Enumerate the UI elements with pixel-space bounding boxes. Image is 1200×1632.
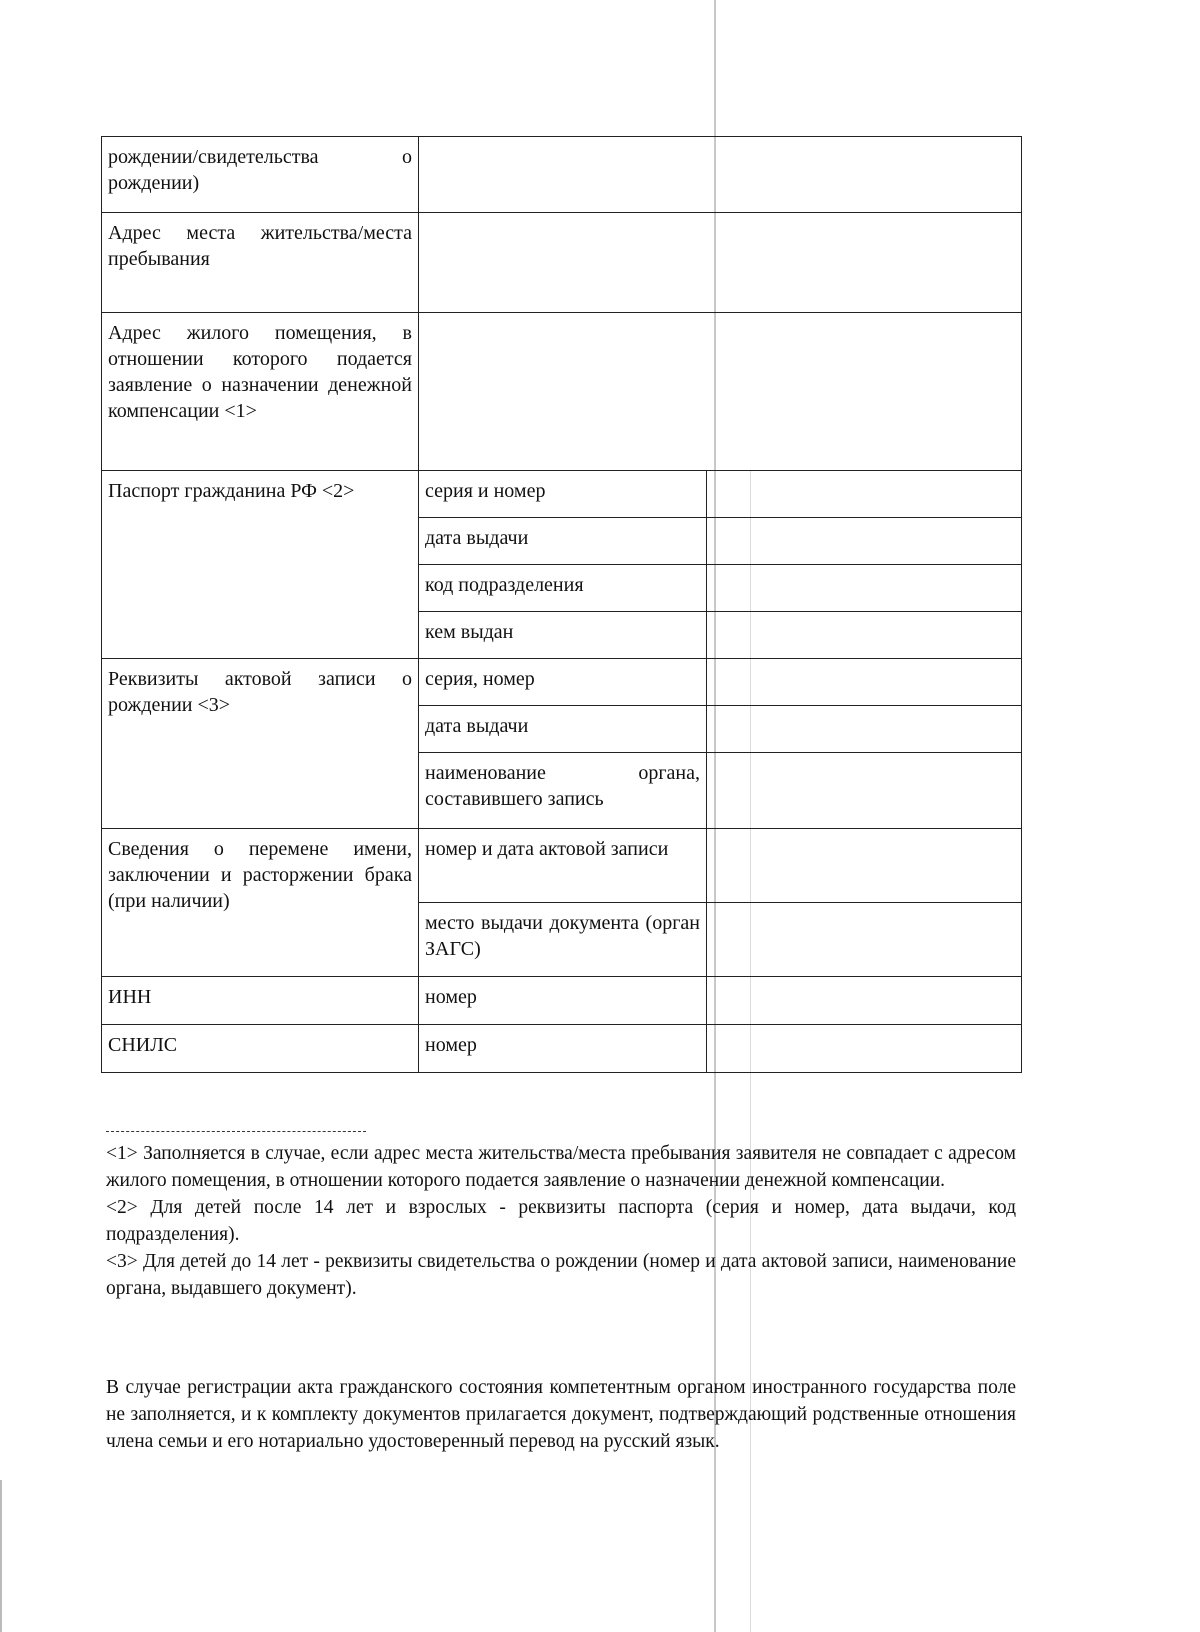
- table-row: [102, 1025, 1022, 1073]
- field-label: номер и дата актовой записи: [419, 829, 707, 903]
- value-field[interactable]: [419, 137, 1022, 213]
- value-field[interactable]: [707, 518, 1022, 565]
- value-field[interactable]: [707, 471, 1022, 518]
- field-label: серия, номер: [419, 659, 707, 706]
- row-label: Паспорт гражданина РФ <2>: [102, 471, 419, 659]
- value-field[interactable]: [707, 706, 1022, 753]
- row-label: рождении/свидетельства о рождении): [102, 137, 419, 213]
- applicant-data-table: [101, 136, 1022, 1073]
- value-field[interactable]: [707, 1025, 1022, 1073]
- footnote-3: <3> Для детей до 14 лет - реквизиты свидетельства о рождении (номер и дата актовой записи, наименование органа, выдавшего документ).: [106, 1251, 1016, 1299]
- table-row: [102, 471, 1022, 518]
- field-label: серия и номер: [419, 471, 707, 518]
- table-row: [102, 137, 1022, 213]
- value-field[interactable]: [707, 565, 1022, 612]
- field-label: место выдачи документа (орган ЗАГС): [419, 903, 707, 977]
- table-row: [102, 313, 1022, 471]
- row-label: ИНН: [102, 977, 419, 1025]
- value-field[interactable]: [707, 829, 1022, 903]
- value-field[interactable]: [707, 659, 1022, 706]
- foreign-registration-note: [106, 1374, 1016, 1455]
- field-label: номер: [419, 1025, 707, 1073]
- field-label: код подразделения: [419, 565, 707, 612]
- table-row: [102, 977, 1022, 1025]
- value-field[interactable]: [419, 313, 1022, 471]
- footnotes: [106, 1140, 1016, 1302]
- field-label: дата выдачи: [419, 518, 707, 565]
- value-field[interactable]: [707, 977, 1022, 1025]
- scan-edge-shadow: [0, 1480, 2, 1632]
- footnote-separator: [106, 1131, 366, 1132]
- row-label: Сведения о перемене имени, заключении и расторжении брака (при наличии): [102, 829, 419, 977]
- note-text: В случае регистрации акта гражданского состояния компетентным органом иностранного государства поле не заполняется, и к комплекту документов прилагается документ, подтверждающий родственные отношения члена семьи и его нотариально удостоверенный перевод на русский язык.: [106, 1377, 1016, 1452]
- value-field[interactable]: [707, 903, 1022, 977]
- table-row: [102, 659, 1022, 706]
- table-row: [102, 213, 1022, 313]
- footnote-2: <2> Для детей после 14 лет и взрослых - реквизиты паспорта (серия и номер, дата выдачи, код подразделения).: [106, 1197, 1016, 1245]
- row-label: Реквизиты актовой записи о рождении <3>: [102, 659, 419, 829]
- value-field[interactable]: [419, 213, 1022, 313]
- field-label: дата выдачи: [419, 706, 707, 753]
- row-label: СНИЛС: [102, 1025, 419, 1073]
- row-label: Адрес места жительства/места пребывания: [102, 213, 419, 313]
- value-field[interactable]: [707, 612, 1022, 659]
- table-row: [102, 829, 1022, 903]
- field-label: номер: [419, 977, 707, 1025]
- value-field[interactable]: [707, 753, 1022, 829]
- field-label: кем выдан: [419, 612, 707, 659]
- row-label: Адрес жилого помещения, в отношении которого подается заявление о назначении денежной компенсации <1>: [102, 313, 419, 471]
- footnote-1: <1> Заполняется в случае, если адрес места жительства/места пребывания заявителя не совпадает с адресом жилого помещения, в отношении которого подается заявление о назначении денежной компенсации.: [106, 1143, 1016, 1191]
- field-label: наименование органа, составившего запись: [419, 753, 707, 829]
